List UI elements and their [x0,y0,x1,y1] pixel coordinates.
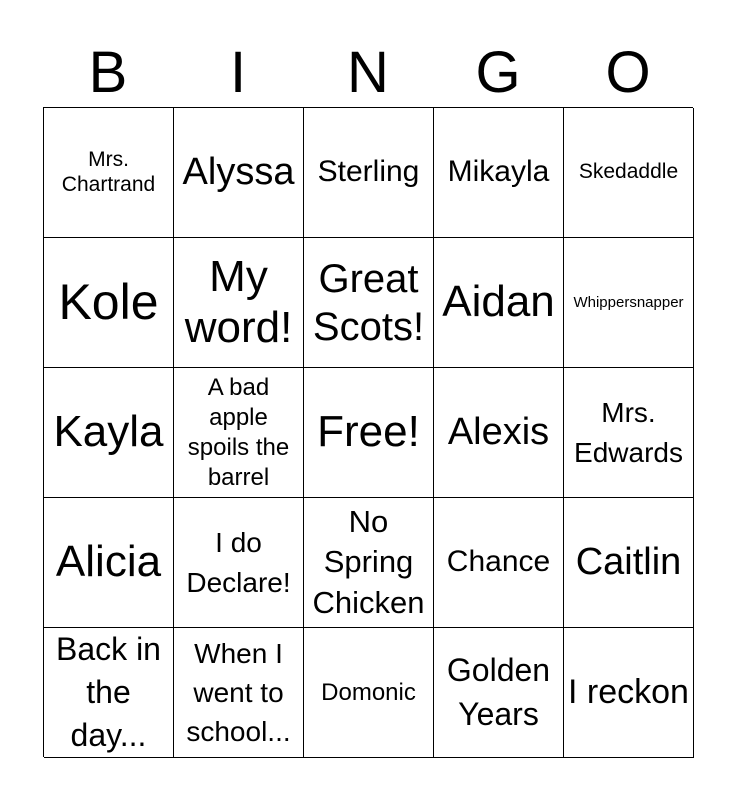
bingo-cell[interactable]: Kayla [44,368,174,498]
header-letter-g: G [475,40,521,105]
bingo-cell[interactable]: Whippersnapper [564,238,694,368]
header-letter-i: I [229,40,247,105]
bingo-cell[interactable]: Back in the day... [44,628,174,758]
bingo-cell[interactable]: Alexis [434,368,564,498]
bingo-cell[interactable]: I do Declare! [174,498,304,628]
header-letter-o: O [605,40,651,105]
bingo-cell[interactable]: Aidan [434,238,564,368]
bingo-cell[interactable]: Caitlin [564,498,694,628]
bingo-cell[interactable]: Great Scots! [304,238,434,368]
header-letter-b: B [88,40,128,105]
bingo-cell[interactable]: Mrs. Edwards [564,368,694,498]
bingo-cell[interactable]: Domonic [304,628,434,758]
bingo-cell[interactable]: Skedaddle [564,108,694,238]
bingo-header [43,38,693,108]
bingo-cell free-space[interactable]: Free! [304,368,434,498]
bingo-cell[interactable]: Chance [434,498,564,628]
bingo-cell[interactable]: Mikayla [434,108,564,238]
bingo-cell[interactable]: A bad apple spoils the barrel [174,368,304,498]
header-letter-n: N [347,40,389,105]
bingo-cell[interactable]: Golden Years [434,628,564,758]
bingo-cell[interactable]: Alyssa [174,108,304,238]
bingo-cell[interactable]: Mrs. Chartrand [44,108,174,238]
bingo-cell[interactable]: Alicia [44,498,174,628]
bingo-cell[interactable]: I reckon [564,628,694,758]
bingo-cell[interactable]: No Spring Chicken [304,498,434,628]
bingo-cell[interactable]: Kole [44,238,174,368]
bingo-card [43,107,693,757]
bingo-cell[interactable]: My word! [174,238,304,368]
bingo-cell[interactable]: When I went to school... [174,628,304,758]
bingo-cell[interactable]: Sterling [304,108,434,238]
